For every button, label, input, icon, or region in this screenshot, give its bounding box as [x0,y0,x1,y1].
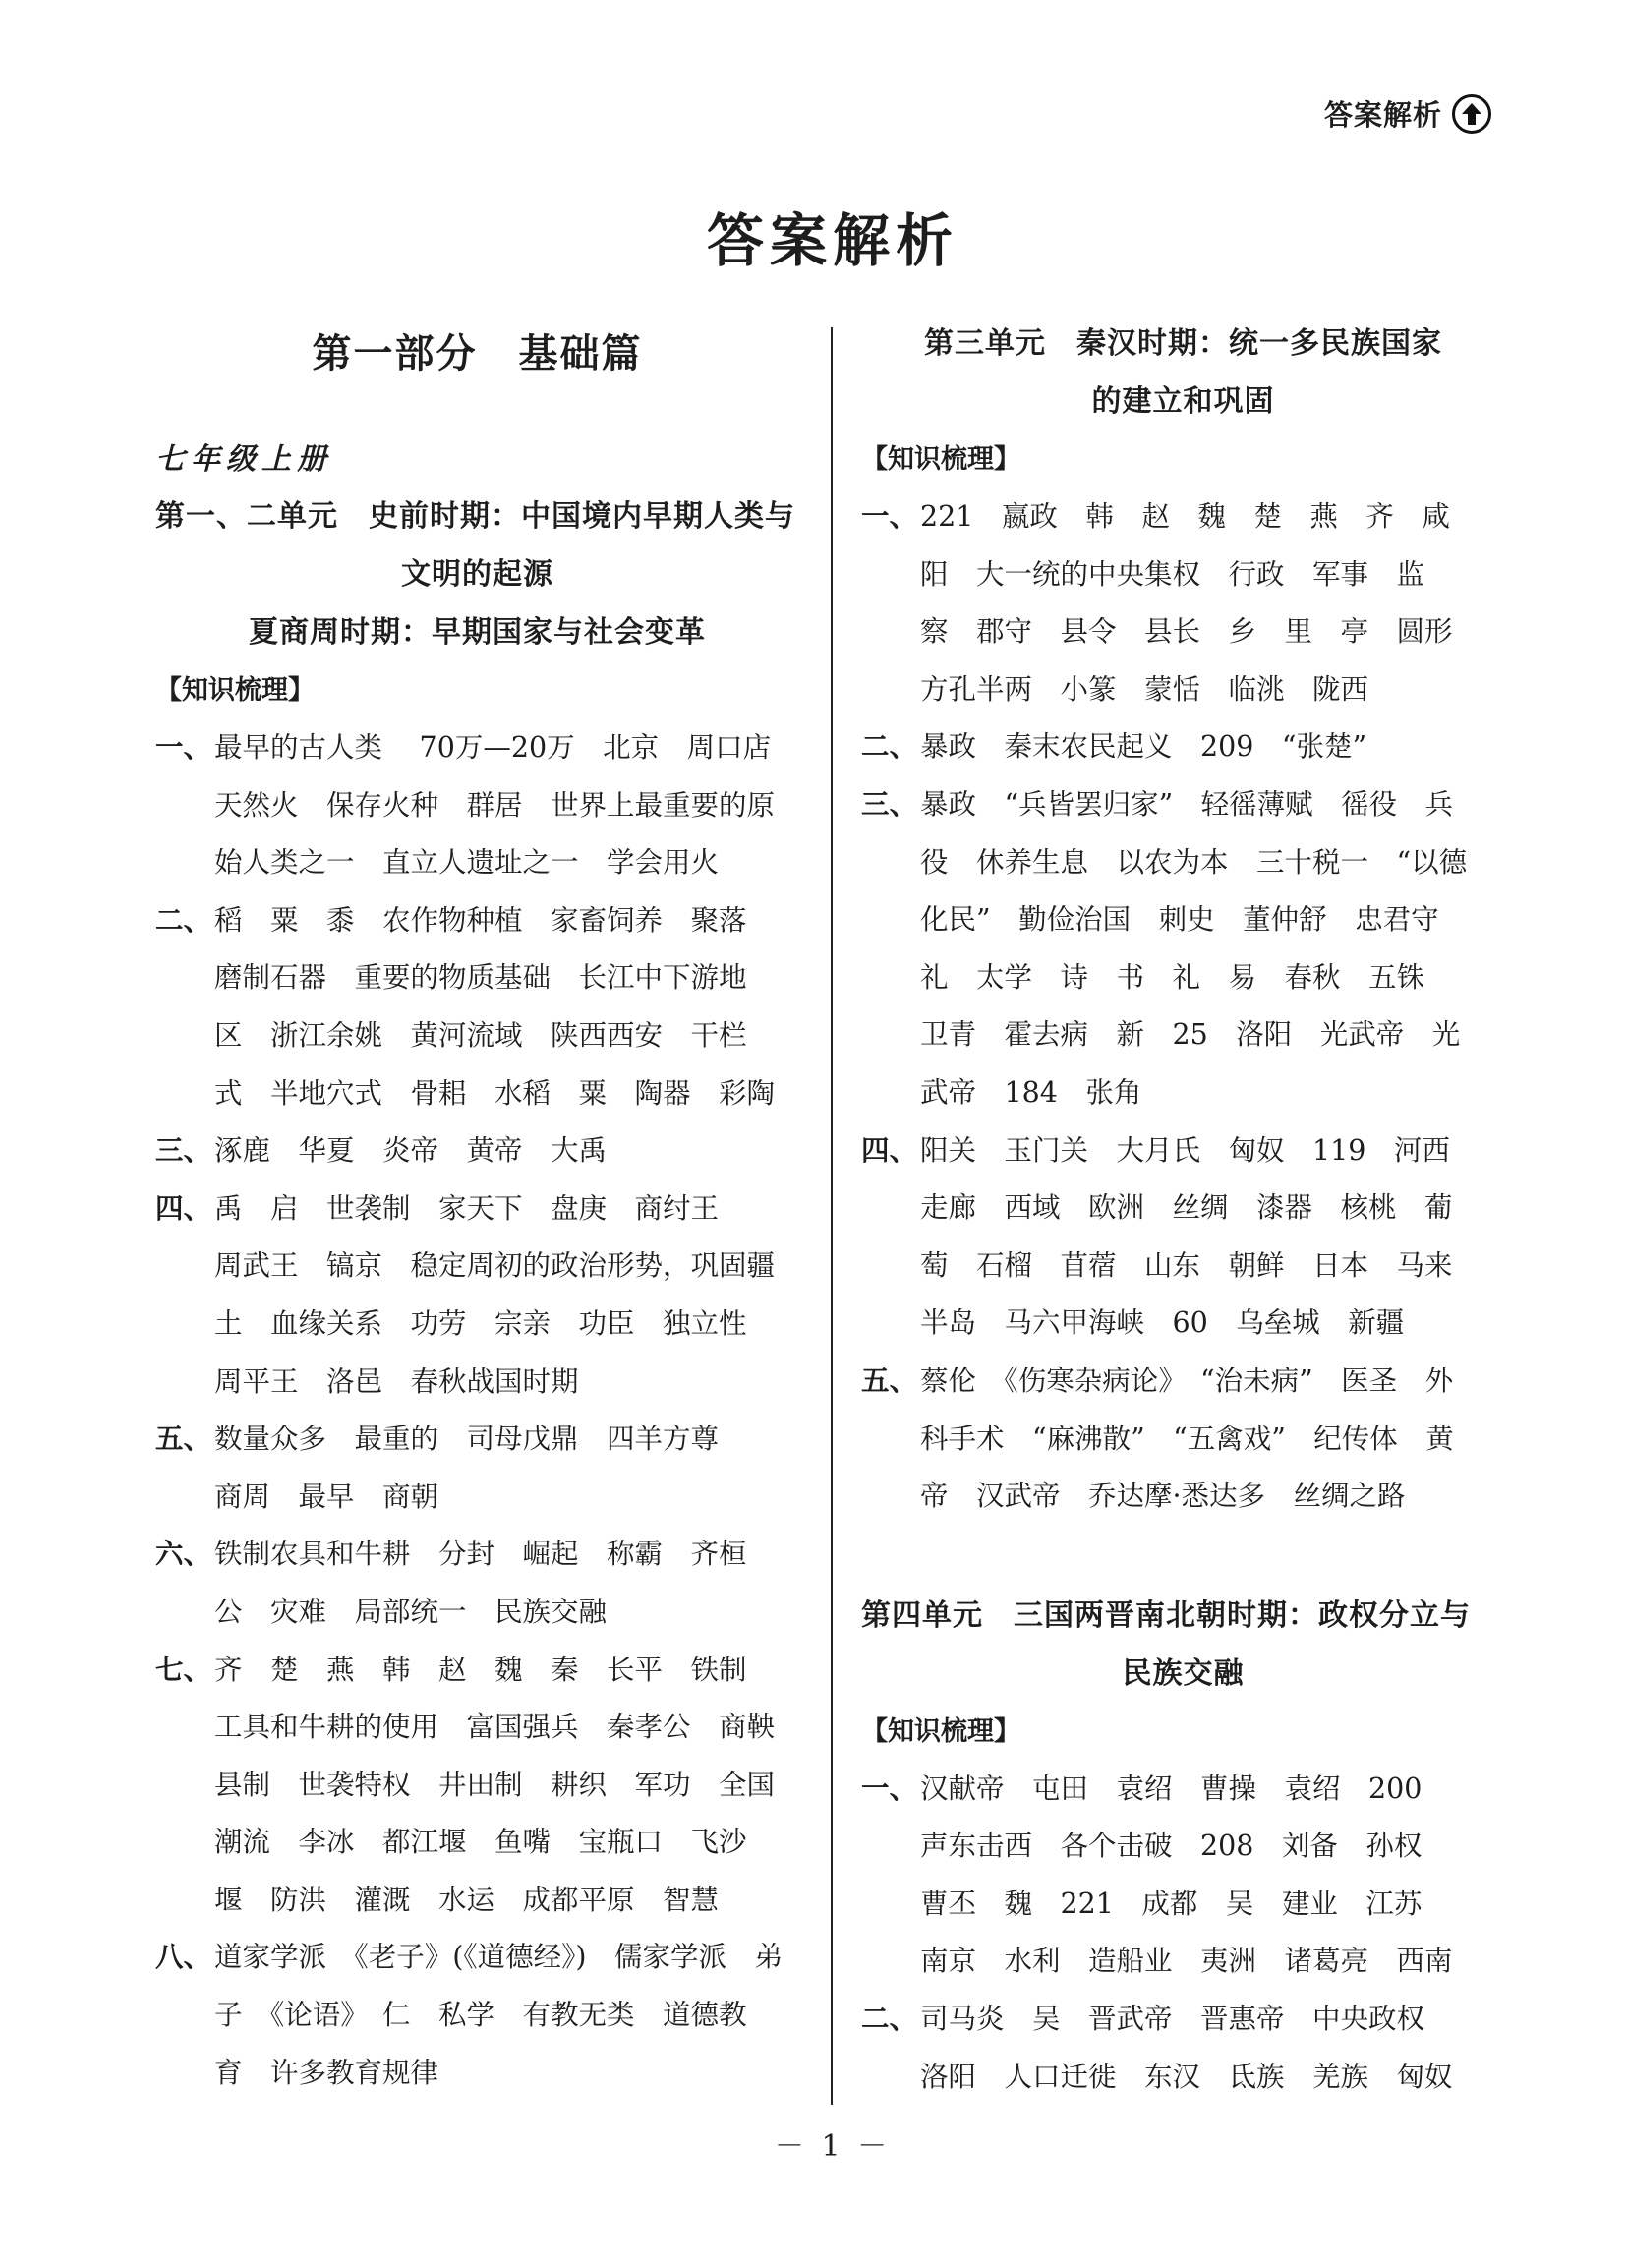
item-line: 数量众多 最重的 司母戊鼎 四羊方尊 [214,1423,720,1456]
item-lines [214,1123,799,1181]
answer-item [155,1929,799,2102]
section-label: 【知识梳理】 [155,675,315,706]
unit-title-line: 夏商周时期：早期国家与社会变革 [249,615,706,650]
item-lines [920,1353,1505,1526]
unit-title-1-2 [155,488,799,662]
item-line: 科手术 “麻沸散” “五禽戏” 纪传体 黄 [920,1422,1454,1455]
item-line: 南京 水利 造船业 夷洲 诸葛亮 西南 [920,1945,1453,1978]
answer-item [155,1123,799,1181]
item-line: 察 郡守 县令 县长 乡 里 亭 圆形 [920,615,1453,649]
item-line: 声东击西 各个击破 208 刘备 孙权 [920,1830,1423,1863]
answer-item [155,893,799,1123]
item-line: 周武王 镐京 稳定周初的政治形势，巩固疆 [214,1250,776,1283]
item-line: 天然火 保存火种 群居 世界上最重要的原 [214,788,776,822]
item-line: 阳 大一统的中央集权 行政 军事 监 [920,557,1425,591]
answer-item [861,1123,1505,1353]
item-number: 一、 [155,731,212,764]
answer-item [861,777,1505,1123]
item-line: 役 休养生息 以农为本 三十税一 “以德 [920,845,1468,879]
left-column [155,315,799,2102]
answer-item [155,1181,799,1411]
up-arrow-icon-glyph [1460,101,1483,127]
unit-title-line: 第四单元 三国两晋南北朝时期：政权分立与 [861,1598,1471,1633]
right-column [861,315,1505,2106]
item-number: 三、 [155,1134,212,1168]
page-title: 答案解析 [706,207,958,274]
unit-title-line: 文明的起源 [401,557,553,592]
spacer [861,1526,1505,1587]
header-tag-label: 答案解析 [1323,98,1442,132]
item-line: 方孔半两 小篆 蒙恬 临洮 陇西 [920,672,1369,706]
item-line: 潮流 李冰 都江堰 鱼嘴 宝瓶口 飞沙 [214,1826,747,1859]
item-line: 暴政 秦末农民起义 209 “张楚” [920,730,1367,764]
up-arrow-icon [1452,94,1491,134]
item-line: 铁制农具和牛耕 分封 崛起 称霸 齐桓 [214,1538,747,1571]
answer-item [861,1991,1505,2106]
item-line: 公 灾难 局部统一 民族交融 [214,1595,608,1628]
answer-list [861,1761,1505,2107]
item-lines [920,489,1505,719]
item-line: 县制 世袭特权 井田制 耕织 军功 全国 [214,1768,776,1801]
item-number: 三、 [861,787,918,821]
item-line: 齐 楚 燕 韩 赵 魏 秦 长平 铁制 [214,1653,747,1686]
unit-title-line: 的建立和巩固 [1091,384,1275,419]
unit-title-3 [861,315,1505,431]
unit-title-4 [861,1587,1505,1703]
item-number: 六、 [155,1538,212,1571]
item-line: 周平王 洛邑 春秋战国时期 [214,1365,579,1398]
item-line: 育 许多教育规律 [214,2056,439,2089]
unit-title-line: 第三单元 秦汉时期：统一多民族国家 [924,326,1442,361]
answer-item [155,720,799,893]
item-line: 工具和牛耕的使用 富国强兵 秦孝公 商鞅 [214,1711,776,1744]
item-number: 八、 [155,1941,212,1974]
item-line: 道家学派 《老子》(《道德经》) 儒家学派 弟 [214,1941,783,1974]
answer-list [155,720,799,2102]
item-line: 帝 汉武帝 乔达摩·悉达多 丝绸之路 [920,1480,1406,1513]
answer-item [155,1526,799,1641]
item-line: 阳关 玉门关 大月氏 匈奴 119 河西 [920,1134,1450,1167]
part-title: 第一部分 基础篇 [312,331,643,377]
item-number: 四、 [155,1192,212,1225]
answer-item [861,719,1505,777]
item-line: 暴政 “兵皆罢归家” 轻徭薄赋 徭役 兵 [920,787,1454,821]
item-line: 土 血缘关系 功劳 宗亲 功臣 独立性 [214,1307,747,1340]
unit-title-line: 民族交融 [1122,1656,1245,1691]
item-line: 堰 防洪 灌溉 水运 成都平原 智慧 [214,1883,720,1916]
item-lines [920,777,1505,1123]
item-line: 武帝 184 张角 [920,1076,1142,1109]
item-line: 卫青 霍去病 新 25 洛阳 光武帝 光 [920,1018,1461,1052]
answer-item [861,1353,1505,1526]
item-line: 子 《论语》 仁 私学 有教无类 道德教 [214,1999,747,2032]
item-lines [920,1123,1505,1353]
item-lines [920,1991,1505,2106]
item-number: 一、 [861,500,918,533]
answer-item [155,1411,799,1526]
header-tag [1324,93,1491,134]
item-line: 商周 最早 商朝 [214,1480,439,1513]
section-label: 【知识梳理】 [861,444,1020,475]
item-lines [214,1929,799,2102]
item-number: 五、 [861,1364,918,1397]
item-line: 萄 石榴 苜蓿 山东 朝鲜 日本 马来 [920,1249,1453,1282]
item-line: 禹 启 世袭制 家天下 盘庚 商纣王 [214,1192,720,1225]
item-lines [214,720,799,893]
item-line: 走廊 西域 欧洲 丝绸 漆器 核桃 葡 [920,1192,1453,1225]
grade-heading: 七年级上册 [155,442,332,477]
page-number: － 1 － [774,2129,892,2164]
item-number: 二、 [861,730,918,764]
section-label: 【知识梳理】 [861,1716,1020,1747]
item-line: 半岛 马六甲海峡 60 乌垒城 新疆 [920,1307,1405,1340]
item-lines [920,1761,1505,1991]
item-line: 磨制石器 重要的物质基础 长江中下游地 [214,961,747,995]
item-line: 司马炎 吴 晋武帝 晋惠帝 中央政权 [920,2003,1425,2036]
item-number: 五、 [155,1423,212,1456]
item-line: 涿鹿 华夏 炎帝 黄帝 大禹 [214,1134,608,1168]
item-line: 蔡伦 《伤寒杂病论》 “治未病” 医圣 外 [920,1364,1454,1397]
item-line: 始人类之一 直立人遗址之一 学会用火 [214,846,720,880]
answer-item [861,489,1505,719]
item-line: 曹丕 魏 221 成都 吴 建业 江苏 [920,1887,1423,1920]
item-line: 礼 太学 诗 书 礼 易 春秋 五铢 [920,960,1425,994]
item-line: 稻 粟 黍 农作物种植 家畜饲养 聚落 [214,903,747,937]
item-lines [920,719,1505,777]
item-number: 一、 [861,1772,918,1805]
item-number: 二、 [155,903,212,937]
item-lines [214,1642,799,1930]
answer-list [861,489,1505,1526]
answer-item [861,1761,1505,1991]
item-line: 区 浙江余姚 黄河流域 陕西西安 干栏 [214,1018,747,1052]
item-line: 洛阳 人口迁徙 东汉 氐族 羌族 匈奴 [920,2060,1453,2093]
unit-title-line: 第一、二单元 史前时期：中国境内早期人类与 [155,499,795,534]
item-number: 七、 [155,1653,212,1686]
item-line: 221 嬴政 韩 赵 魏 楚 燕 齐 咸 [920,500,1450,533]
column-divider [831,327,833,2105]
item-number: 四、 [861,1134,918,1167]
item-number: 二、 [861,2003,918,2036]
item-line: 式 半地穴式 骨耜 水稻 粟 陶器 彩陶 [214,1076,776,1110]
item-lines [214,893,799,1123]
item-lines [214,1526,799,1641]
item-lines [214,1181,799,1411]
item-lines [214,1411,799,1526]
answer-item [155,1642,799,1930]
item-line: 化民” 勤俭治国 刺史 董仲舒 忠君守 [920,903,1439,937]
item-line: 汉献帝 屯田 袁绍 曹操 袁绍 200 [920,1772,1423,1805]
item-line: 最早的古人类 70万—20万 北京 周口店 [214,731,772,764]
